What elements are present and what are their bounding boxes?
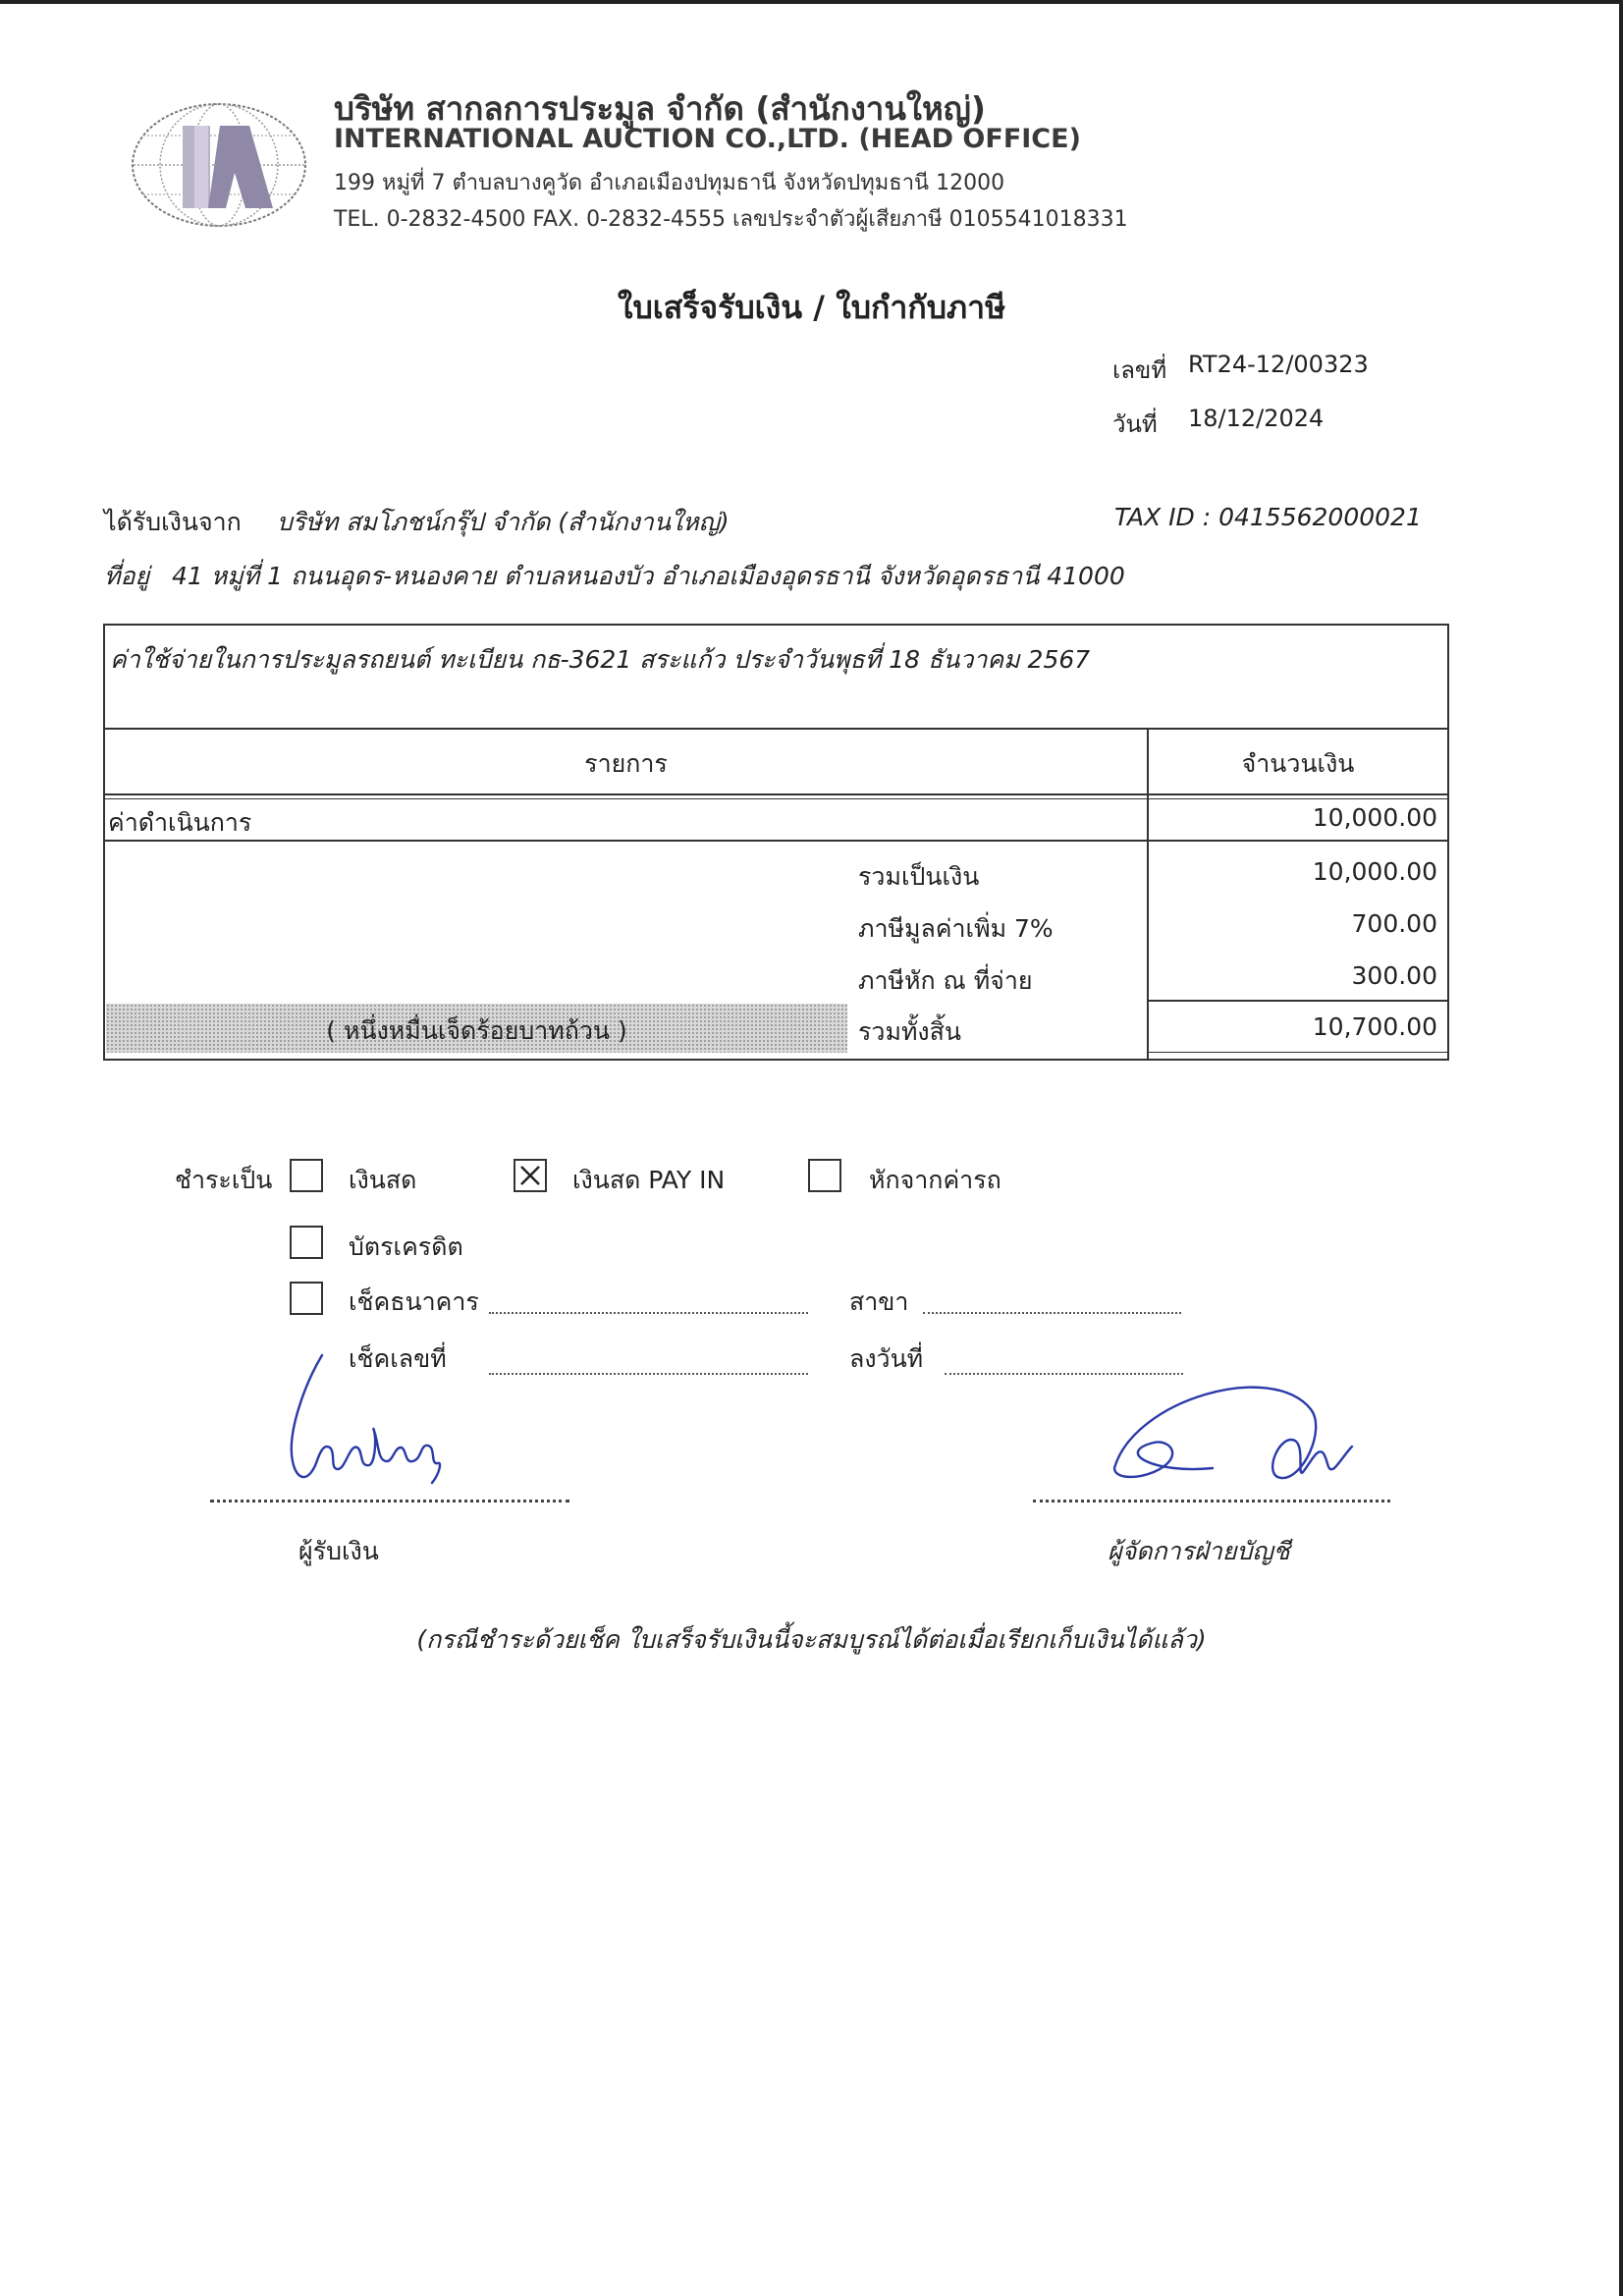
withholding-tax-label: ภาษีหัก ณ ที่จ่าย — [858, 966, 1033, 995]
company-contact: TEL. 0-2832-4500 FAX. 0-2832-4555 เลขประจำตัวผู้เสียภาษี 0105541018331 — [334, 207, 1128, 232]
withholding-tax-amount: 300.00 — [1351, 961, 1437, 990]
cheque-bank-field[interactable] — [489, 1312, 808, 1314]
cash-checkbox[interactable] — [290, 1159, 323, 1192]
table-line-items-bottom — [103, 840, 1449, 842]
customer-address: 41 หมู่ที่ 1 ถนนอุดร-หนองคาย ตำบลหนองบัว อำเภอเมืองอุดรธานี จังหวัดอุดรธานี 41000 — [172, 562, 1125, 590]
receiver-caption: ผู้รับเงิน — [298, 1537, 379, 1565]
table-line-total-top — [1147, 1000, 1449, 1002]
vat-label: ภาษีมูลค่าเพิ่ม 7% — [858, 914, 1054, 943]
deduct-label: หักจากค่ารถ — [869, 1166, 1001, 1194]
payin-label: เงินสด PAY IN — [572, 1166, 726, 1194]
cheque-footnote: (กรณีชำระด้วยเช็ค ใบเสร็จรับเงินนี้จะสมบูรณ์ได้ต่อเมื่อเรียกเก็บเงินได้แล้ว) — [416, 1625, 1207, 1654]
customer-address-label: ที่อยู่ — [104, 562, 150, 590]
cheque-date-label: ลงวันที่ — [849, 1344, 924, 1373]
receipt-number: RT24-12/00323 — [1188, 351, 1369, 378]
manager-caption: ผู้จัดการฝ่ายบัญชี — [1108, 1537, 1290, 1565]
cheque-number-field[interactable] — [489, 1373, 808, 1375]
deduct-checkbox[interactable] — [808, 1159, 841, 1192]
credit-card-checkbox[interactable] — [290, 1226, 323, 1259]
receipt-date-label: วันที่ — [1112, 410, 1158, 438]
header-amount: จำนวนเงิน — [1241, 749, 1355, 778]
company-address: 199 หมู่ที่ 7 ตำบลบางคูวัด อำเภอเมืองปทุมธานี จังหวัดปทุมธานี 12000 — [334, 171, 1005, 195]
company-name-english: INTERNATIONAL AUCTION CO.,LTD. (HEAD OFFICE) — [334, 124, 1081, 154]
subtotal-label: รวมเป็นเงิน — [858, 862, 980, 891]
branch-label: สาขา — [849, 1287, 909, 1316]
cheque-number-label: เช็คเลขที่ — [349, 1344, 447, 1373]
right-border — [1619, 0, 1623, 2296]
cheque-checkbox[interactable] — [290, 1282, 323, 1315]
table-line-left — [103, 624, 105, 1061]
company-logo — [126, 96, 312, 234]
company-name-thai: บริษัท สากลการประมูล จำกัด (สำนักงานใหญ่) — [334, 89, 986, 128]
table-line-total-double — [1147, 1052, 1449, 1053]
row-amount: 10,000.00 — [1312, 803, 1437, 832]
manager-signature-line — [1033, 1500, 1390, 1503]
total-amount: 10,700.00 — [1312, 1012, 1437, 1041]
total-label: รวมทั้งสิ้น — [858, 1017, 961, 1046]
receiver-signature — [275, 1345, 452, 1506]
table-line-top — [103, 624, 1449, 626]
cheque-bank-label: เช็คธนาคาร — [349, 1287, 479, 1316]
subtotal-amount: 10,000.00 — [1312, 857, 1437, 886]
credit-card-label: บัตรเครดิต — [349, 1232, 463, 1261]
table-line-right — [1447, 624, 1449, 1061]
received-from-label: ได้รับเงินจาก — [104, 508, 242, 536]
table-line-bottom — [103, 1059, 1449, 1061]
receipt-number-label: เลขที่ — [1112, 356, 1167, 384]
customer-tax-id: TAX ID : 0415562000021 — [1114, 503, 1422, 531]
payin-checkbox[interactable] — [514, 1159, 547, 1192]
customer-name: บริษัท สมโภชน์กรุ๊ป จำกัด (สำนักงานใหญ่) — [277, 508, 730, 536]
manager-signature — [1095, 1370, 1360, 1506]
document-title: ใบเสร็จรับเงิน / ใบกำกับภาษี — [617, 289, 1006, 326]
cash-label: เงินสด — [349, 1166, 417, 1194]
branch-field[interactable] — [923, 1312, 1181, 1314]
receiver-signature-line — [210, 1500, 569, 1503]
table-line-header-bottom-2 — [103, 798, 1449, 799]
table-line-header-top — [103, 728, 1449, 730]
table-line-header-bottom — [103, 793, 1449, 795]
table-description: ค่าใช้จ่ายในการประมูลรถยนต์ ทะเบียน กธ-3621 สระแก้ว ประจำวันพุธที่ 18 ธันวาคม 2567 — [110, 645, 1091, 674]
amount-in-words: ( หนึ่งหมื่นเจ็ดร้อยบาทถ้วน ) — [326, 1016, 627, 1045]
row-item: ค่าดำเนินการ — [108, 808, 252, 837]
check-x-icon — [517, 1163, 543, 1188]
receipt-date: 18/12/2024 — [1188, 405, 1325, 432]
header-item: รายการ — [584, 749, 668, 778]
vat-amount: 700.00 — [1351, 909, 1437, 938]
top-border — [0, 0, 1623, 4]
paid-by-label: ชำระเป็น — [175, 1166, 273, 1194]
